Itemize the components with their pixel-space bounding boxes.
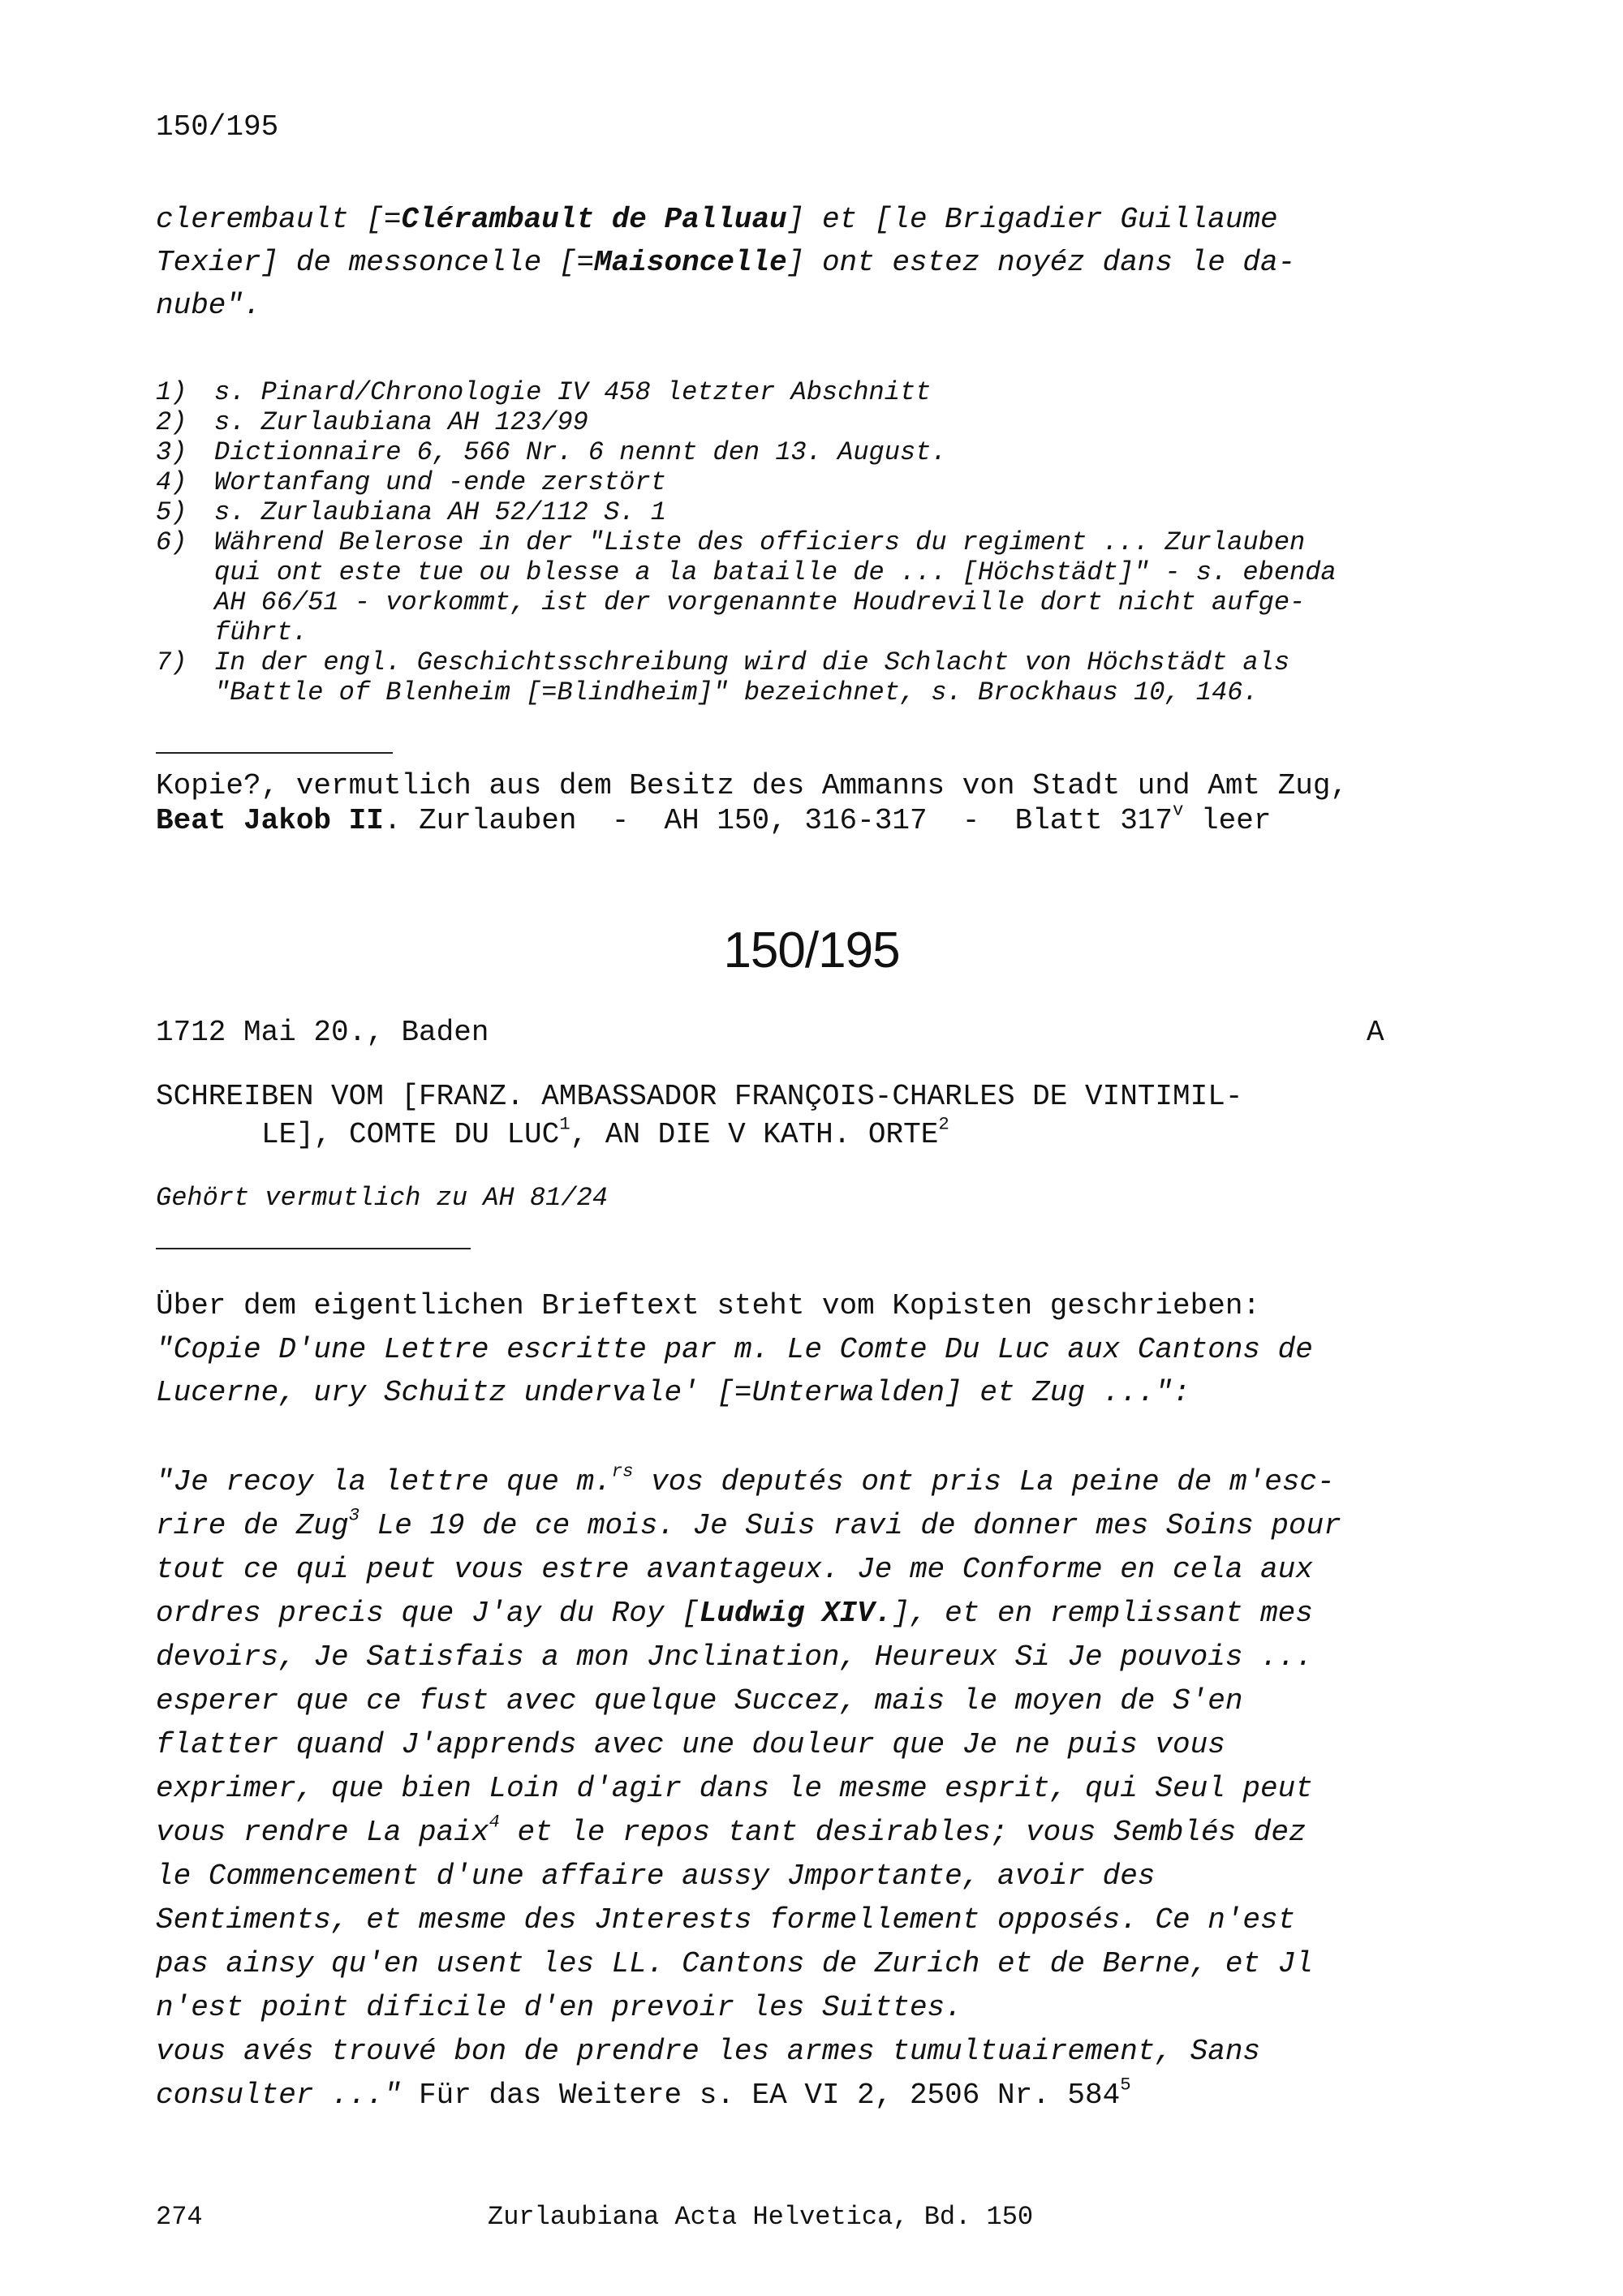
footnote-text: s. Zurlaubiana AH 52/112 S. 1 xyxy=(214,497,666,527)
source-end: leer xyxy=(1183,804,1272,837)
footnote-number: 2) xyxy=(156,407,187,437)
text-run: et le repos tant desirables; vous Semblés dez xyxy=(499,1816,1307,1849)
footnote-text: In der engl. Geschichtsschreibung wird die Schlacht von Höchstädt als xyxy=(214,647,1290,677)
letter-line xyxy=(156,2030,1341,2074)
footnote-line xyxy=(156,677,1337,707)
footnote-number: 7) xyxy=(156,647,187,677)
text-run: ] ont estez noyéz dans le da- xyxy=(786,246,1296,279)
text-run: Sentiments, et mesme des Jnterests formellement opposés. Ce n'est xyxy=(156,1903,1296,1937)
footnote-number: 4) xyxy=(156,467,187,497)
letter-line xyxy=(156,1636,1341,1679)
copy-heading-line: Lucerne, ury Schuitz undervale' [=Unterwalden] et Zug ...": xyxy=(156,1376,1190,1409)
footnote-number: 5) xyxy=(156,497,187,527)
source-person-name: Beat Jakob II xyxy=(156,804,384,837)
entry-title-line-2 xyxy=(261,1113,949,1157)
footnote-line xyxy=(156,407,1337,437)
footnote-line xyxy=(156,437,1337,467)
text-run: exprimer, que bien Loin d'agir dans le mesme esprit, qui Seul peut xyxy=(156,1772,1313,1805)
title-text-b: , AN DIE V KATH. ORTE xyxy=(570,1118,939,1151)
letter-line xyxy=(156,1504,1341,1548)
footnote-text: s. Zurlaubiana AH 123/99 xyxy=(214,407,588,437)
footnote-number: 1) xyxy=(156,377,187,407)
bold-text: Ludwig XIV. xyxy=(699,1597,893,1630)
footnote-ref: 5 xyxy=(1120,2074,1131,2096)
letter-body xyxy=(156,1460,1341,2118)
text-run: vous avés trouvé bon de prendre les armes tumultuairement, Sans xyxy=(156,2035,1261,2068)
footnote-line xyxy=(156,527,1337,557)
text-run: "Je recoy la lettre que m. xyxy=(156,1465,612,1498)
footnote-ref: 4 xyxy=(489,1811,500,1833)
letter-line xyxy=(156,1679,1341,1723)
text-run: nube". xyxy=(156,289,261,322)
footnote-line xyxy=(156,587,1337,617)
bold-text: Maisoncelle xyxy=(594,246,787,279)
letter-line xyxy=(156,1855,1341,1898)
entry-title-line-1: SCHREIBEN VOM [FRANZ. AMBASSADOR FRANÇOIS-CHARLES DE VINTIMIL- xyxy=(156,1080,1243,1113)
text-run: devoirs, Je Satisfais a mon Jnclination, Heureux Si Je pouvois ... xyxy=(156,1640,1313,1674)
letter-line xyxy=(156,1767,1341,1811)
text-run: flatter quand J'apprends avec une douleur que Je ne puis vous xyxy=(156,1728,1225,1761)
title-text-a: LE], COMTE DU LUC xyxy=(261,1118,560,1151)
footnote-text: Dictionnaire 6, 566 Nr. 6 nennt den 13. August. xyxy=(214,437,947,467)
intro-line: Über dem eigentlichen Brieftext steht vom Kopisten geschrieben: xyxy=(156,1289,1261,1322)
entry-type-letter: A xyxy=(1367,1016,1384,1049)
entry-note: Gehört vermutlich zu AH 81/24 xyxy=(156,1183,608,1213)
footer-publication: Zurlaubiana Acta Helvetica, Bd. 150 xyxy=(488,2202,1034,2232)
entry-date-place: 1712 Mai 20., Baden xyxy=(156,1016,489,1049)
prev-entry-text xyxy=(156,198,1295,327)
footnote-text: Wortanfang und -ende zerstört xyxy=(214,467,666,497)
title-footnote-ref-1: 1 xyxy=(559,1113,570,1135)
footnote-line xyxy=(156,467,1337,497)
footnote-line xyxy=(156,557,1337,587)
text-run: vous rendre La paix xyxy=(156,1816,489,1849)
copy-heading-line: "Copie D'une Lettre escritte par m. Le Comte Du Luc aux Cantons de xyxy=(156,1333,1313,1366)
footnote-line xyxy=(156,497,1337,527)
text-run: pas ainsy qu'en usent les LL. Cantons de Zurich et de Berne, et Jl xyxy=(156,1947,1313,1980)
letter-line xyxy=(156,2074,1341,2118)
footnote-text: führt. xyxy=(214,617,308,647)
text-run: rire de Zug xyxy=(156,1509,349,1542)
text-run: Für das Weitere s. EA VI 2, 2506 Nr. 584 xyxy=(401,2079,1121,2112)
source-line-2 xyxy=(156,799,1271,843)
letter-line xyxy=(156,1723,1341,1767)
text-run: esperer que ce fust avec quelque Succez, mais le moyen de S'en xyxy=(156,1684,1243,1718)
footnote-list xyxy=(156,377,1337,707)
letter-line xyxy=(156,1460,1341,1504)
footnote-line xyxy=(156,647,1337,677)
title-footnote-ref-2: 2 xyxy=(938,1113,949,1135)
text-run: Le 19 de ce mois. Je Suis ravi de donner mes Soins pour xyxy=(359,1509,1341,1542)
footnote-line xyxy=(156,617,1337,647)
footnote-line xyxy=(156,377,1337,407)
letter-line xyxy=(156,1592,1341,1636)
footnote-text: Während Belerose in der "Liste des officiers du regiment ... Zurlauben xyxy=(214,527,1306,557)
footnote-number: 6) xyxy=(156,527,187,557)
text-run: clerembault [= xyxy=(156,203,402,236)
letter-line xyxy=(156,1811,1341,1855)
text-run: ], et en remplissant mes xyxy=(892,1597,1313,1630)
source-superscript: v xyxy=(1173,799,1184,821)
prev-text-line xyxy=(156,241,1295,284)
letter-line xyxy=(156,1898,1341,1942)
footnote-text: AH 66/51 - vorkommt, ist der vorgenannte Houdreville dort nicht aufge- xyxy=(214,587,1306,617)
source-line-1: Kopie?, vermutlich aus dem Besitz des Ammanns von Stadt und Amt Zug, xyxy=(156,769,1349,802)
note-divider xyxy=(156,1248,471,1249)
letter-line xyxy=(156,1548,1341,1592)
copy-heading xyxy=(156,1328,1313,1414)
page-header-number: 150/195 xyxy=(156,110,279,144)
footnote-ref: rs xyxy=(611,1460,634,1482)
footnote-text: s. Pinard/Chronologie IV 458 letzter Abschnitt xyxy=(214,377,932,407)
source-divider xyxy=(156,752,393,754)
text-run: ] et [le Brigadier Guillaume xyxy=(786,203,1278,236)
footnote-ref: 3 xyxy=(348,1504,360,1526)
text-run: tout ce qui peut vous estre avantageux. Je me Conforme en cela aux xyxy=(156,1553,1313,1586)
letter-line xyxy=(156,1942,1341,1986)
bold-text: Clérambault de Palluau xyxy=(401,203,787,236)
prev-text-line xyxy=(156,198,1295,241)
text-run: consulter ..." xyxy=(156,2079,402,2112)
footer-page-number: 274 xyxy=(156,2202,203,2232)
prev-text-line xyxy=(156,284,1295,327)
footnote-number: 3) xyxy=(156,437,187,467)
entry-number-heading: 150/195 xyxy=(723,922,900,978)
letter-line xyxy=(156,1986,1341,2030)
text-run: vos deputés ont pris La peine de m'esc- xyxy=(633,1465,1335,1498)
text-run: Texier] de messoncelle [= xyxy=(156,246,595,279)
text-run: ordres precis que J'ay du Roy [ xyxy=(156,1597,700,1630)
text-run: n'est point dificile d'en prevoir les Suittes. xyxy=(156,1991,962,2024)
text-run: le Commencement d'une affaire aussy Jmportante, avoir des xyxy=(156,1860,1156,1893)
footnote-text: "Battle of Blenheim [=Blindheim]" bezeichnet, s. Brockhaus 10, 146. xyxy=(214,677,1259,707)
footnote-text: qui ont este tue ou blesse a la bataille de ... [Höchstädt]" - s. ebenda xyxy=(214,557,1337,587)
source-details: . Zurlauben - AH 150, 316-317 - Blatt 317 xyxy=(383,804,1173,837)
